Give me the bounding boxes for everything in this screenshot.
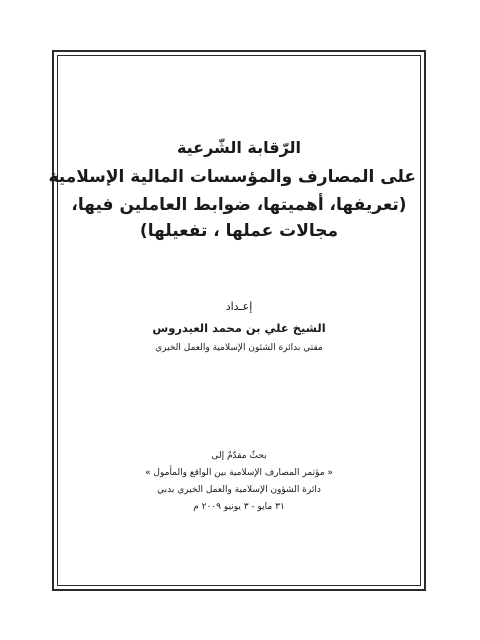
title-line-4: مجالات عملها ، تفعيلها) [139, 221, 339, 241]
conference-organizer: دائرة الشؤون الإسلامية والعمل الخيري بدبي [157, 485, 321, 495]
conference-dates: ٣١ مايو - ٣ يونيو ٢٠٠٩ م [193, 502, 285, 512]
prepared-by-label: إعـداد [225, 300, 253, 313]
title-line-2: على المصارف والمؤسسات المالية الإسلامية [48, 167, 416, 187]
conference-title: « مؤتمر المصارف الإسلامية بين الواقع والمأمول » [145, 468, 333, 478]
title-line-1: الرّقابة الشّرعية [176, 138, 302, 157]
conference-section [62, 450, 416, 514]
author-name: الشيخ علي بن محمد العيدروس [152, 321, 326, 335]
author-role: مفتي بدائرة الشئون الإسلامية والعمل الخيري [155, 343, 323, 353]
cover-page [48, 60, 416, 581]
author-section [62, 300, 416, 355]
conference-intro: بحثٌ مقدّمٌ إلى [211, 451, 267, 461]
title-line-3: (تعريفها، أهميتها، ضوابط العاملين فيها، [71, 195, 407, 215]
document-title [48, 138, 416, 242]
